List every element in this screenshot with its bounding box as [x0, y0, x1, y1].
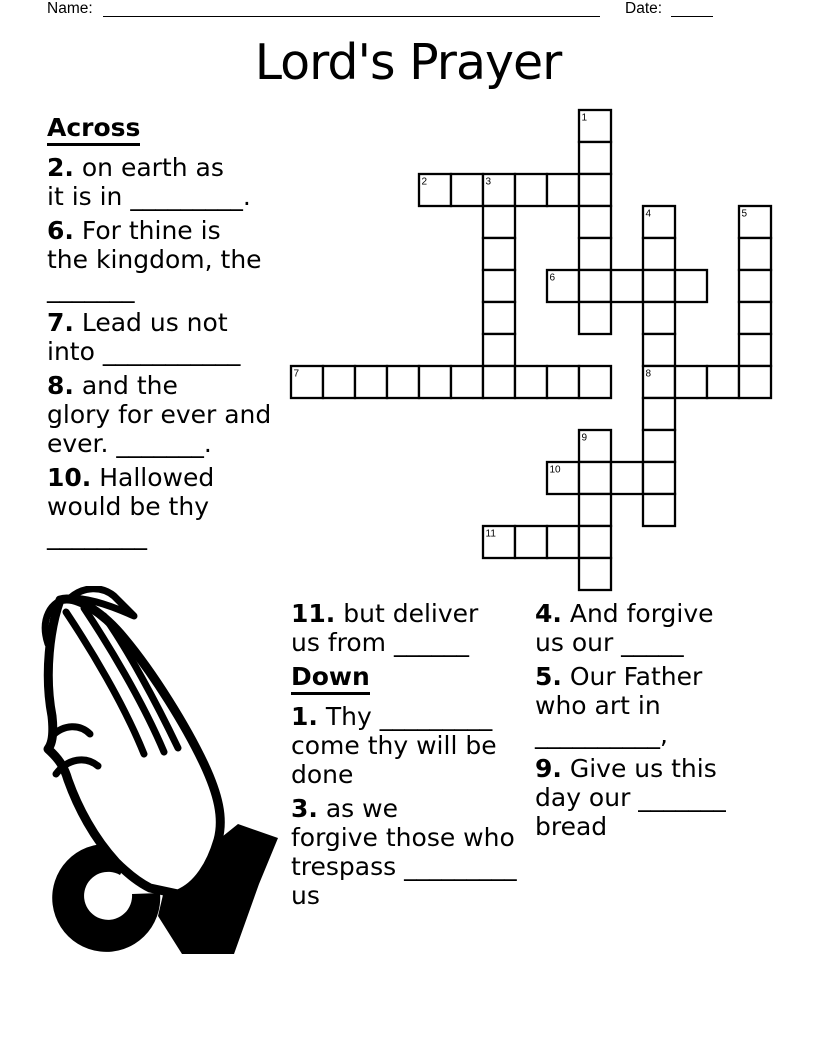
clue-line: day our _______: [535, 783, 726, 812]
grid-cell-r4-c14[interactable]: [739, 238, 771, 270]
clue-number-label: 2.: [47, 153, 74, 182]
grid-cell-r5-c14[interactable]: [739, 270, 771, 302]
grid-cell-r8-c9[interactable]: [579, 366, 611, 398]
grid-cell-r5-c12[interactable]: [675, 270, 707, 302]
clue-line: 10. Hallowed: [47, 463, 215, 492]
clue-line: 11. but deliver: [291, 599, 479, 628]
clue-line: 8. and the: [47, 371, 178, 400]
grid-number-9: 9: [581, 432, 588, 444]
clue-line: the kingdom, the: [47, 245, 262, 274]
grid-number-8: 8: [645, 368, 652, 380]
clue-line: 2. on earth as: [47, 153, 224, 182]
clue-number-label: 8.: [47, 371, 74, 400]
clue-number-label: 3.: [291, 794, 318, 823]
grid-cell-r6-c6[interactable]: [483, 302, 515, 334]
grid-cell-r14-c9[interactable]: [579, 558, 611, 590]
section-heading-down: Down: [291, 662, 526, 694]
grid-cell-r6-c14[interactable]: [739, 302, 771, 334]
page-title: Lord's Prayer: [254, 34, 562, 91]
grid-number-10: 10: [549, 464, 561, 476]
grid-cell-r2-c8[interactable]: [547, 174, 579, 206]
grid-cell-r6-c11[interactable]: [643, 302, 675, 334]
grid-cell-r6-c9[interactable]: [579, 302, 611, 334]
date-input-line[interactable]: [671, 0, 713, 17]
clue-line: 1. Thy _________: [291, 702, 493, 731]
grid-number-4: 4: [645, 208, 652, 220]
clue-line: 6. For thine is: [47, 216, 221, 245]
clue-8: [47, 371, 287, 458]
clue-number-label: 6.: [47, 216, 74, 245]
grid-cell-r5-c10[interactable]: [611, 270, 643, 302]
clue-1: [291, 702, 526, 789]
clue-3: [291, 794, 526, 910]
grid-cell-r8-c8[interactable]: [547, 366, 579, 398]
clue-line: it is in _________.: [47, 182, 251, 211]
clue-9: [535, 754, 780, 841]
clue-line: forgive those who: [291, 823, 515, 852]
clue-2: [47, 153, 287, 211]
bottom-middle-column: [291, 599, 526, 915]
grid-cell-r8-c4[interactable]: [419, 366, 451, 398]
grid-cell-r5-c11[interactable]: [643, 270, 675, 302]
clue-line: 3. as we: [291, 794, 398, 823]
grid-cell-r11-c11[interactable]: [643, 462, 675, 494]
grid-cell-r8-c13[interactable]: [707, 366, 739, 398]
grid-cell-r8-c7[interactable]: [515, 366, 547, 398]
grid-cell-r8-c6[interactable]: [483, 366, 515, 398]
clue-line: ever. _______.: [47, 429, 212, 458]
clue-7: [47, 308, 287, 366]
grid-cell-r8-c3[interactable]: [387, 366, 419, 398]
grid-cell-r7-c11[interactable]: [643, 334, 675, 366]
grid-cell-r12-c9[interactable]: [579, 494, 611, 526]
grid-cell-r12-c11[interactable]: [643, 494, 675, 526]
grid-cell-r8-c14[interactable]: [739, 366, 771, 398]
clue-line: 7. Lead us not: [47, 308, 228, 337]
grid-cell-r2-c9[interactable]: [579, 174, 611, 206]
grid-number-11: 11: [485, 528, 496, 540]
clue-number-label: 9.: [535, 754, 562, 783]
clue-line: done: [291, 760, 354, 789]
grid-cell-r10-c11[interactable]: [643, 430, 675, 462]
grid-cell-r5-c9[interactable]: [579, 270, 611, 302]
grid-cell-r2-c5[interactable]: [451, 174, 483, 206]
clue-line: _______: [47, 274, 135, 303]
date-label: Date:: [625, 0, 663, 17]
clue-10: [47, 463, 287, 550]
clue-number-label: 11.: [291, 599, 336, 628]
clue-line: glory for ever and: [47, 400, 272, 429]
clue-line: 5. Our Father: [535, 662, 703, 691]
grid-cell-r5-c6[interactable]: [483, 270, 515, 302]
clue-11: [291, 599, 526, 657]
clue-line: us from ______: [291, 628, 469, 657]
grid-cell-r1-c9[interactable]: [579, 142, 611, 174]
name-label: Name:: [47, 0, 93, 17]
grid-cell-r8-c12[interactable]: [675, 366, 707, 398]
clue-line: trespass _________: [291, 852, 517, 881]
grid-cell-r8-c1[interactable]: [323, 366, 355, 398]
grid-cell-r7-c6[interactable]: [483, 334, 515, 366]
grid-number-5: 5: [741, 208, 748, 220]
section-heading-across: Across: [47, 113, 287, 145]
grid-cell-r11-c9[interactable]: [579, 462, 611, 494]
clue-line: into ___________: [47, 337, 241, 366]
grid-cell-r8-c5[interactable]: [451, 366, 483, 398]
grid-cell-r3-c9[interactable]: [579, 206, 611, 238]
hand-outline: [48, 599, 220, 894]
clue-line: come thy will be: [291, 731, 497, 760]
grid-cell-r13-c9[interactable]: [579, 526, 611, 558]
clue-number-label: 5.: [535, 662, 562, 691]
across-column: [47, 113, 287, 555]
clue-5: [535, 662, 780, 749]
grid-cell-r7-c14[interactable]: [739, 334, 771, 366]
grid-cell-r2-c7[interactable]: [515, 174, 547, 206]
name-input-line[interactable]: [103, 0, 600, 17]
grid-cell-r4-c11[interactable]: [643, 238, 675, 270]
clue-line: who art in: [535, 691, 661, 720]
clue-6: [47, 216, 287, 303]
grid-cell-r3-c6[interactable]: [483, 206, 515, 238]
clue-number-label: 10.: [47, 463, 92, 492]
clue-4: [535, 599, 780, 657]
clue-line: __________,: [535, 720, 668, 749]
clue-line: us our _____: [535, 628, 684, 657]
grid-number-6: 6: [549, 272, 556, 284]
clue-number-label: 7.: [47, 308, 74, 337]
grid-number-3: 3: [485, 176, 492, 188]
clue-line: us: [291, 881, 320, 910]
clue-number-label: 1.: [291, 702, 318, 731]
clue-line: ________: [47, 521, 147, 550]
grid-number-7: 7: [293, 368, 300, 380]
grid-cell-r13-c8[interactable]: [547, 526, 579, 558]
grid-cell-r11-c10[interactable]: [611, 462, 643, 494]
praying-hands-icon: [6, 586, 288, 972]
grid-cell-r4-c9[interactable]: [579, 238, 611, 270]
clue-line: would be thy: [47, 492, 209, 521]
grid-number-2: 2: [421, 176, 428, 188]
grid-cell-r8-c2[interactable]: [355, 366, 387, 398]
grid-number-1: 1: [581, 112, 588, 124]
grid-cell-r9-c11[interactable]: [643, 398, 675, 430]
clue-line: bread: [535, 812, 608, 841]
clue-line: 9. Give us this: [535, 754, 717, 783]
crossword-grid: [289, 108, 773, 592]
grid-cell-r13-c7[interactable]: [515, 526, 547, 558]
grid-cell-r4-c6[interactable]: [483, 238, 515, 270]
clue-line: 4. And forgive: [535, 599, 714, 628]
bottom-right-column: [535, 599, 780, 846]
clue-number-label: 4.: [535, 599, 562, 628]
